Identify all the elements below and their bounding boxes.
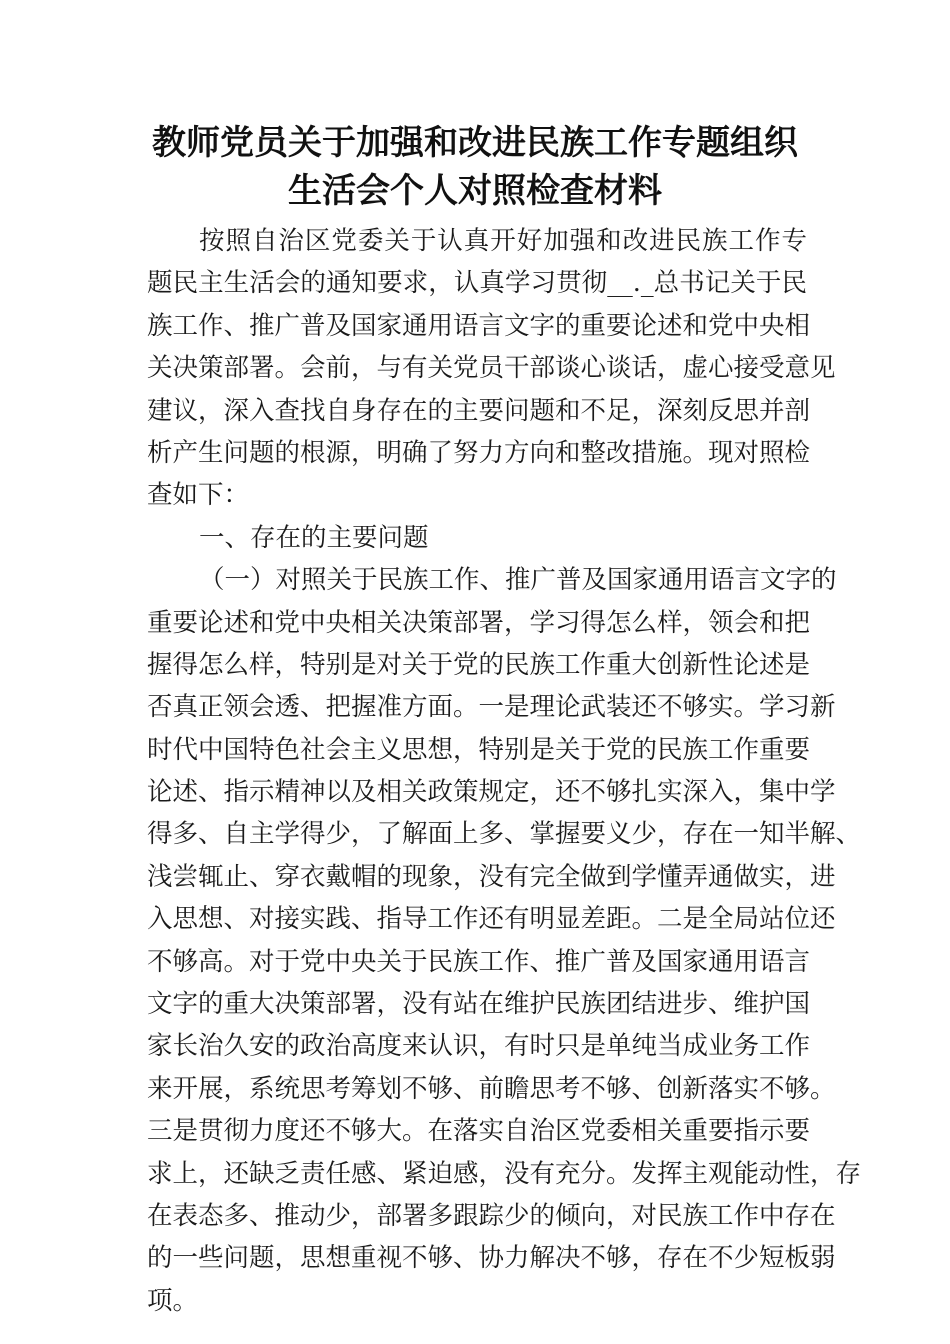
body-text-line: 按照自治区党委关于认真开好加强和改进民族工作专 [199,226,807,256]
body-text-line: 浅尝辄止、穿衣戴帽的现象，没有完全做到学懂弄通做实，进 [147,861,836,892]
body-text-line: 不够高。对于党中央关于民族工作、推广普及国家通用语言 [147,946,811,977]
body-text-line: 时代中国特色社会主义思想，特别是关于党的民族工作重要 [147,734,811,765]
body-text-line: 家长治久安的政治高度来认识，有时只是单纯当成业务工作 [147,1031,811,1062]
body-text-line: 的一些问题，思想重视不够、协力解决不够，存在不少短板弱 [147,1243,836,1274]
body-text-line: 重要论述和党中央相关决策部署，学习得怎么样，领会和把 [147,607,811,638]
body-text-line: 项。 [147,1285,199,1316]
body-text-line: 一、存在的主要问题 [199,522,429,553]
body-text-line: 建议，深入查找自身存在的主要问题和不足，深刻反思并剖 [147,395,811,426]
body-text-line: 否真正领会透、把握准方面。一是理论武装还不够实。学习新 [147,692,836,723]
body-text-line: （一）对照关于民族工作、推广普及国家通用语言文字的 [199,565,837,596]
body-text-line: 查如下： [147,480,250,511]
body-text-line: 论述、指示精神以及相关政策规定，还不够扎实深入，集中学 [147,777,836,808]
body-text-line: 求上，还缺乏责任感、紧迫感，没有充分。发挥主观能动性，存 [147,1158,862,1189]
document-title-line-1: 教师党员关于加强和改进民族工作专题组织 [152,123,798,163]
body-text-line: 三是贯彻力度还不够大。在落实自治区党委相关重要指示要 [147,1116,811,1147]
body-text-line: 握得怎么样，特别是对关于党的民族工作重大创新性论述是 [147,649,811,680]
body-text-line: 来开展，系统思考筹划不够、前瞻思考不够、创新落实不够。 [147,1073,836,1104]
document-body [147,220,862,1322]
body-text-line: 文字的重大决策部署，没有站在维护民族团结进步、维护国 [147,989,811,1020]
body-text-line: 得多、自主学得少，了解面上多、掌握要义少，存在一知半解、 [147,819,862,850]
document-title-line-2: 生活会个人对照检查材料 [288,171,662,211]
body-text-line: 关决策部署。会前，与有关党员干部谈心谈话，虚心接受意见 [147,353,836,384]
body-text-line: 在表态多、推动少，部署多跟踪少的倾向，对民族工作中存在 [147,1200,836,1231]
body-text-line: 析产生问题的根源，明确了努力方向和整改措施。现对照检 [147,437,811,468]
body-text-line: 题民主生活会的通知要求，认真学习贯彻__._总书记关于民 [147,268,807,299]
body-text-line: 族工作、推广普及国家通用语言文字的重要论述和党中央相 [147,310,811,341]
body-text-line: 入思想、对接实践、指导工作还有明显差距。二是全局站位还 [147,904,836,935]
